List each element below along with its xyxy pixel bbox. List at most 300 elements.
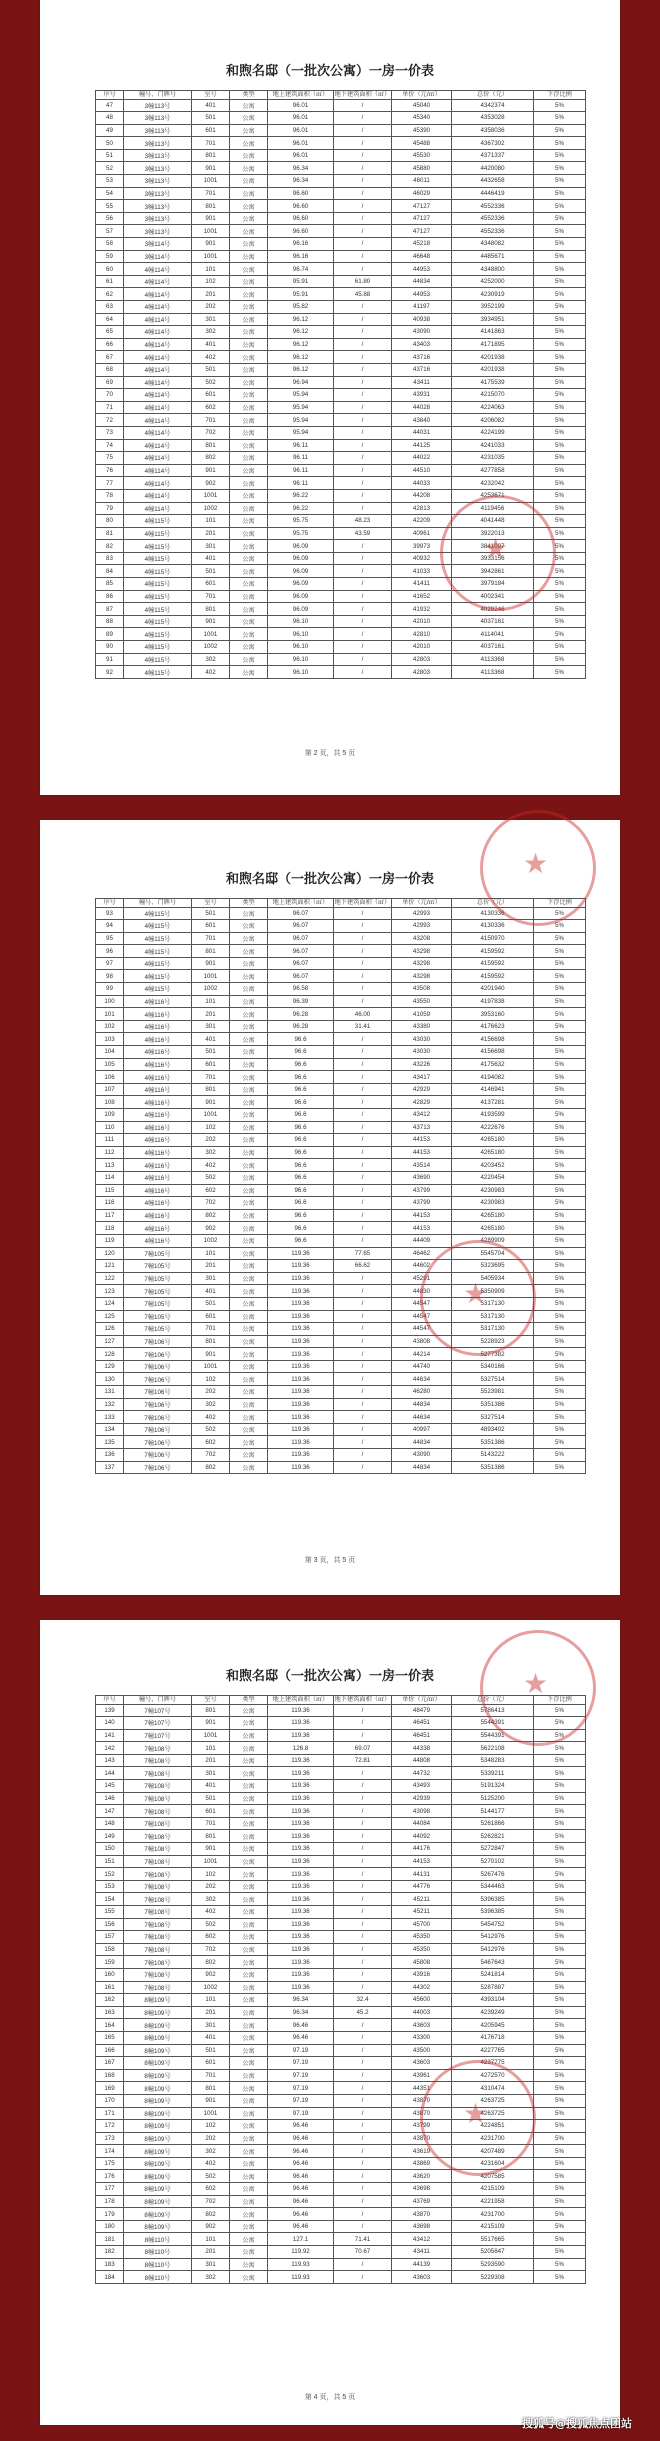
- table-cell: 公寓: [230, 1310, 268, 1323]
- table-cell: 55: [96, 200, 124, 213]
- table-cell: 801: [192, 149, 230, 162]
- table-cell: 公寓: [230, 200, 268, 213]
- table-cell: 108: [96, 1096, 124, 1109]
- table-cell: /: [334, 1222, 392, 1235]
- table-cell: 公寓: [230, 175, 268, 188]
- table-cell: 7幢108号: [124, 1830, 192, 1843]
- table-row: [96, 99, 586, 112]
- table-cell: 5%: [534, 137, 586, 150]
- table-cell: 1001: [192, 1855, 230, 1868]
- column-header: 地上建筑面积（㎡）: [268, 91, 334, 100]
- table-row: [96, 1968, 586, 1981]
- table-cell: 302: [192, 326, 230, 339]
- table-cell: 601: [192, 1058, 230, 1071]
- table-cell: 119.36: [268, 1360, 334, 1373]
- table-cell: 172: [96, 2120, 124, 2133]
- table-cell: 4893402: [452, 1423, 534, 1436]
- table-cell: 5267476: [452, 1868, 534, 1881]
- table-row: [96, 1792, 586, 1805]
- table-cell: 4041448: [452, 515, 534, 528]
- table-cell: 43508: [392, 983, 452, 996]
- table-cell: 43411: [392, 2246, 452, 2259]
- table-cell: 181: [96, 2233, 124, 2246]
- table-row: [96, 162, 586, 175]
- table-cell: 43500: [392, 2044, 452, 2057]
- table-cell: 126: [96, 1323, 124, 1336]
- table-cell: 101: [192, 1247, 230, 1260]
- table-cell: 公寓: [230, 401, 268, 414]
- table-cell: 公寓: [230, 1436, 268, 1449]
- table-cell: 7幢106号: [124, 1461, 192, 1474]
- table-cell: 7幢108号: [124, 1918, 192, 1931]
- table-cell: 96.46: [268, 2120, 334, 2133]
- table-cell: 142: [96, 1742, 124, 1755]
- table-row: [96, 1008, 586, 1021]
- table-cell: 43619: [392, 2145, 452, 2158]
- table-cell: 701: [192, 2069, 230, 2082]
- table-cell: 5339211: [452, 1767, 534, 1780]
- table-cell: 96.34: [268, 2006, 334, 2019]
- table-cell: 4201938: [452, 363, 534, 376]
- table-cell: 96.09: [268, 565, 334, 578]
- table-cell: 5%: [534, 1386, 586, 1399]
- table-cell: 公寓: [230, 1461, 268, 1474]
- table-cell: 5293590: [452, 2258, 534, 2271]
- table-row: [96, 1398, 586, 1411]
- table-cell: 8幢109号: [124, 2031, 192, 2044]
- table-cell: 99: [96, 983, 124, 996]
- table-cell: 5%: [534, 464, 586, 477]
- table-cell: /: [334, 1323, 392, 1336]
- table-cell: 96.46: [268, 2132, 334, 2145]
- table-cell: 4幢114号: [124, 439, 192, 452]
- table-cell: 4幢115号: [124, 578, 192, 591]
- table-cell: 7幢108号: [124, 1805, 192, 1818]
- table-cell: 502: [192, 2170, 230, 2183]
- table-cell: 5396385: [452, 1906, 534, 1919]
- table-cell: 96.39: [268, 995, 334, 1008]
- table-cell: 901: [192, 1843, 230, 1856]
- table-cell: 68: [96, 363, 124, 376]
- table-row: [96, 2170, 586, 2183]
- table-cell: 公寓: [230, 452, 268, 465]
- table-cell: /: [334, 957, 392, 970]
- table-cell: 43493: [392, 1780, 452, 1793]
- table-cell: 4193599: [452, 1109, 534, 1122]
- official-seal: [480, 1630, 596, 1746]
- table-row: [96, 2246, 586, 2259]
- table-cell: 302: [192, 2145, 230, 2158]
- table-cell: 4幢114号: [124, 351, 192, 364]
- table-cell: 45390: [392, 124, 452, 137]
- table-cell: 701: [192, 590, 230, 603]
- table-cell: 公寓: [230, 351, 268, 364]
- table-cell: 4552336: [452, 212, 534, 225]
- table-cell: 85: [96, 578, 124, 591]
- table-cell: 4420080: [452, 162, 534, 175]
- table-cell: 702: [192, 426, 230, 439]
- table-cell: 5%: [534, 1083, 586, 1096]
- table-cell: 5%: [534, 1436, 586, 1449]
- table-cell: 43030: [392, 1046, 452, 1059]
- table-cell: 公寓: [230, 389, 268, 402]
- column-header: 总价（元）: [452, 899, 534, 908]
- table-cell: /: [334, 1297, 392, 1310]
- table-cell: 43298: [392, 945, 452, 958]
- table-cell: /: [334, 464, 392, 477]
- table-cell: 96: [96, 945, 124, 958]
- table-cell: 402: [192, 351, 230, 364]
- column-header: 序号: [96, 1696, 124, 1705]
- table-cell: 184: [96, 2271, 124, 2284]
- table-cell: 701: [192, 137, 230, 150]
- table-cell: 4241033: [452, 439, 534, 452]
- table-cell: 5%: [534, 540, 586, 553]
- table-cell: 4幢115号: [124, 970, 192, 983]
- table-cell: 4幢114号: [124, 326, 192, 339]
- table-cell: 44808: [392, 1754, 452, 1767]
- table-cell: 3933156: [452, 552, 534, 565]
- table-cell: 45350: [392, 1943, 452, 1956]
- table-cell: 4幢115号: [124, 920, 192, 933]
- table-cell: 5191324: [452, 1780, 534, 1793]
- table-cell: 4201938: [452, 351, 534, 364]
- table-row: [96, 288, 586, 301]
- table-cell: 公寓: [230, 124, 268, 137]
- table-cell: 901: [192, 1348, 230, 1361]
- table-cell: 301: [192, 540, 230, 553]
- table-cell: 44634: [392, 1373, 452, 1386]
- table-row: [96, 1994, 586, 2007]
- table-cell: 150: [96, 1843, 124, 1856]
- page-title: 和煦名邸（一批次公寓）一房一价表: [225, 1669, 434, 1684]
- table-cell: 5%: [534, 1754, 586, 1767]
- table-cell: /: [334, 1033, 392, 1046]
- table-cell: 401: [192, 552, 230, 565]
- table-cell: 5%: [534, 2082, 586, 2095]
- table-cell: 133: [96, 1411, 124, 1424]
- table-cell: 5467643: [452, 1956, 534, 1969]
- table-cell: 4367302: [452, 137, 534, 150]
- table-cell: 402: [192, 1906, 230, 1919]
- table-row: [96, 225, 586, 238]
- table-cell: 7幢107号: [124, 1729, 192, 1742]
- table-cell: 公寓: [230, 338, 268, 351]
- table-cell: 8幢110号: [124, 2271, 192, 2284]
- table-row: [96, 326, 586, 339]
- table-cell: 401: [192, 99, 230, 112]
- table-cell: 302: [192, 653, 230, 666]
- table-cell: 43690: [392, 1171, 452, 1184]
- table-cell: 3841097: [452, 540, 534, 553]
- table-row: [96, 2258, 586, 2271]
- table-cell: 44153: [392, 1209, 452, 1222]
- table-cell: 45211: [392, 1893, 452, 1906]
- table-row: [96, 1931, 586, 1944]
- table-cell: 41033: [392, 565, 452, 578]
- table-cell: 4231035: [452, 452, 534, 465]
- table-row: [96, 1981, 586, 1994]
- table-cell: 801: [192, 439, 230, 452]
- table-cell: 43226: [392, 1058, 452, 1071]
- table-cell: 43.59: [334, 527, 392, 540]
- table-cell: 159: [96, 1956, 124, 1969]
- table-cell: 42010: [392, 615, 452, 628]
- table-cell: 4幢114号: [124, 301, 192, 314]
- table-cell: 4002341: [452, 590, 534, 603]
- table-cell: /: [334, 1360, 392, 1373]
- column-header: 下浮比例: [534, 899, 586, 908]
- table-cell: 701: [192, 932, 230, 945]
- table-cell: 601: [192, 920, 230, 933]
- table-cell: 43412: [392, 1109, 452, 1122]
- table-cell: 96.09: [268, 603, 334, 616]
- table-cell: 4358036: [452, 124, 534, 137]
- table-cell: 5%: [534, 1742, 586, 1755]
- table-cell: 119.36: [268, 1449, 334, 1462]
- table-cell: 119.36: [268, 1297, 334, 1310]
- table-cell: 公寓: [230, 515, 268, 528]
- table-cell: 301: [192, 2258, 230, 2271]
- table-cell: 公寓: [230, 1805, 268, 1818]
- table-cell: 170: [96, 2094, 124, 2107]
- table-cell: 公寓: [230, 1071, 268, 1084]
- table-cell: 702: [192, 1197, 230, 1210]
- table-cell: 112: [96, 1146, 124, 1159]
- table-cell: 47127: [392, 212, 452, 225]
- table-cell: 7幢108号: [124, 1880, 192, 1893]
- table-cell: 4207489: [452, 2145, 534, 2158]
- table-cell: 公寓: [230, 527, 268, 540]
- table-cell: 39973: [392, 540, 452, 553]
- table-cell: 7幢108号: [124, 1981, 192, 1994]
- table-cell: 119.36: [268, 1247, 334, 1260]
- column-header: 下浮比例: [534, 1696, 586, 1705]
- table-cell: 1001: [192, 1360, 230, 1373]
- table-cell: 44153: [392, 1855, 452, 1868]
- table-cell: 5%: [534, 1297, 586, 1310]
- table-cell: 7幢105号: [124, 1260, 192, 1273]
- table-cell: 171: [96, 2107, 124, 2120]
- table-cell: 公寓: [230, 112, 268, 125]
- table-cell: 5%: [534, 1398, 586, 1411]
- table-cell: 5%: [534, 653, 586, 666]
- table-cell: 45340: [392, 112, 452, 125]
- table-cell: 5%: [534, 1918, 586, 1931]
- table-cell: 4幢115号: [124, 615, 192, 628]
- table-cell: 公寓: [230, 920, 268, 933]
- table-cell: 4幢115号: [124, 641, 192, 654]
- table-cell: 83: [96, 552, 124, 565]
- table-cell: 42810: [392, 628, 452, 641]
- table-cell: 5%: [534, 957, 586, 970]
- table-cell: 95.82: [268, 301, 334, 314]
- table-cell: /: [334, 2019, 392, 2032]
- table-cell: 31.41: [334, 1020, 392, 1033]
- table-cell: 602: [192, 1184, 230, 1197]
- table-cell: 5%: [534, 615, 586, 628]
- price-table: [95, 898, 586, 1474]
- table-row: [96, 1121, 586, 1134]
- table-cell: 8幢109号: [124, 2069, 192, 2082]
- table-cell: 501: [192, 112, 230, 125]
- table-cell: 174: [96, 2145, 124, 2158]
- table-cell: 901: [192, 238, 230, 251]
- table-cell: 4310474: [452, 2082, 534, 2095]
- table-cell: 96.74: [268, 263, 334, 276]
- page-footer: 第 4 页，共 5 页: [304, 2394, 356, 2401]
- table-cell: 96.46: [268, 2145, 334, 2158]
- table-cell: 96.6: [268, 1121, 334, 1134]
- table-cell: 43298: [392, 957, 452, 970]
- table-cell: 4231700: [452, 2208, 534, 2221]
- table-cell: 74: [96, 439, 124, 452]
- table-cell: 139: [96, 1704, 124, 1717]
- table-cell: 43870: [392, 2132, 452, 2145]
- table-cell: 43808: [392, 1335, 452, 1348]
- table-cell: 162: [96, 1994, 124, 2007]
- table-cell: 1001: [192, 1729, 230, 1742]
- table-cell: 46451: [392, 1717, 452, 1730]
- table-cell: 501: [192, 1792, 230, 1805]
- table-cell: 5%: [534, 1071, 586, 1084]
- table-cell: 公寓: [230, 149, 268, 162]
- table-cell: 43916: [392, 1968, 452, 1981]
- table-cell: /: [334, 1058, 392, 1071]
- table-cell: 7幢108号: [124, 1855, 192, 1868]
- table-cell: 公寓: [230, 2132, 268, 2145]
- table-cell: 44547: [392, 1297, 452, 1310]
- table-cell: 134: [96, 1423, 124, 1436]
- table-row: [96, 275, 586, 288]
- table-cell: 4175632: [452, 1058, 534, 1071]
- table-cell: 5%: [534, 515, 586, 528]
- table-cell: 47127: [392, 225, 452, 238]
- table-cell: 302: [192, 2271, 230, 2284]
- table-cell: 96.07: [268, 970, 334, 983]
- table-cell: 7幢105号: [124, 1310, 192, 1323]
- table-cell: /: [334, 489, 392, 502]
- table-cell: 43716: [392, 351, 452, 364]
- table-cell: 401: [192, 338, 230, 351]
- table-cell: /: [334, 363, 392, 376]
- table-cell: 54: [96, 187, 124, 200]
- table-cell: 5%: [534, 1981, 586, 1994]
- table-row: [96, 464, 586, 477]
- table-cell: 95.75: [268, 527, 334, 540]
- table-cell: 101: [192, 1742, 230, 1755]
- table-cell: 8幢109号: [124, 2107, 192, 2120]
- table-cell: /: [334, 502, 392, 515]
- table-cell: 41059: [392, 1008, 452, 1021]
- table-cell: 3幢113号: [124, 137, 192, 150]
- table-cell: 5317130: [452, 1310, 534, 1323]
- table-row: [96, 200, 586, 213]
- table-cell: 5261866: [452, 1817, 534, 1830]
- table-cell: 4393104: [452, 1994, 534, 2007]
- table-cell: 4幢114号: [124, 363, 192, 376]
- table-cell: 119.36: [268, 1704, 334, 1717]
- table-cell: 166: [96, 2044, 124, 2057]
- table-row: [96, 1767, 586, 1780]
- table-cell: 96.6: [268, 1046, 334, 1059]
- table-cell: 公寓: [230, 983, 268, 996]
- table-cell: 96.6: [268, 1109, 334, 1122]
- page-title: 和煦名邸（一批次公寓）一房一价表: [225, 872, 434, 887]
- table-cell: 8幢109号: [124, 2094, 192, 2107]
- table-cell: 5517665: [452, 2233, 534, 2246]
- table-cell: 78: [96, 489, 124, 502]
- table-cell: 5%: [534, 1008, 586, 1021]
- table-cell: 44409: [392, 1234, 452, 1247]
- table-cell: 44834: [392, 275, 452, 288]
- table-cell: 3幢113号: [124, 175, 192, 188]
- table-cell: 43716: [392, 363, 452, 376]
- table-cell: 43550: [392, 995, 452, 1008]
- table-cell: 公寓: [230, 1893, 268, 1906]
- table-cell: /: [334, 2183, 392, 2196]
- table-cell: 119.36: [268, 1780, 334, 1793]
- table-cell: 96.16: [268, 238, 334, 251]
- table-cell: 502: [192, 376, 230, 389]
- table-cell: 143: [96, 1754, 124, 1767]
- table-row: [96, 439, 586, 452]
- table-cell: 公寓: [230, 1121, 268, 1134]
- table-cell: 96.60: [268, 187, 334, 200]
- table-cell: 5%: [534, 288, 586, 301]
- table-row: [96, 2208, 586, 2221]
- table-cell: 43300: [392, 2031, 452, 2044]
- table-cell: 5%: [534, 1360, 586, 1373]
- table-cell: 173: [96, 2132, 124, 2145]
- table-row: [96, 401, 586, 414]
- table-cell: 202: [192, 1386, 230, 1399]
- table-cell: /: [334, 666, 392, 679]
- table-cell: 4432658: [452, 175, 534, 188]
- table-cell: 公寓: [230, 1285, 268, 1298]
- table-cell: 公寓: [230, 1423, 268, 1436]
- table-cell: 4幢115号: [124, 515, 192, 528]
- table-row: [96, 1411, 586, 1424]
- table-cell: 96.46: [268, 2019, 334, 2032]
- table-cell: 502: [192, 1918, 230, 1931]
- table-cell: 公寓: [230, 2233, 268, 2246]
- table-cell: 96.60: [268, 212, 334, 225]
- table-cell: 119.93: [268, 2258, 334, 2271]
- table-cell: 7幢105号: [124, 1247, 192, 1260]
- table-cell: 8幢110号: [124, 2258, 192, 2271]
- table-cell: 179: [96, 2208, 124, 2221]
- table-cell: 96.94: [268, 376, 334, 389]
- table-row: [96, 1033, 586, 1046]
- table-cell: 公寓: [230, 2044, 268, 2057]
- table-row: [96, 1742, 586, 1755]
- table-cell: 公寓: [230, 1197, 268, 1210]
- table-cell: 101: [192, 995, 230, 1008]
- table-cell: 164: [96, 2019, 124, 2032]
- table-cell: 96.46: [268, 2220, 334, 2233]
- table-cell: 201: [192, 1260, 230, 1273]
- table-cell: /: [334, 2069, 392, 2082]
- table-cell: 公寓: [230, 263, 268, 276]
- table-cell: 96.11: [268, 477, 334, 490]
- table-cell: 7幢106号: [124, 1373, 192, 1386]
- table-cell: 96.6: [268, 1171, 334, 1184]
- table-cell: 96.46: [268, 2183, 334, 2196]
- table-cell: /: [334, 338, 392, 351]
- table-cell: 4幢115号: [124, 628, 192, 641]
- table-cell: 5%: [534, 2258, 586, 2271]
